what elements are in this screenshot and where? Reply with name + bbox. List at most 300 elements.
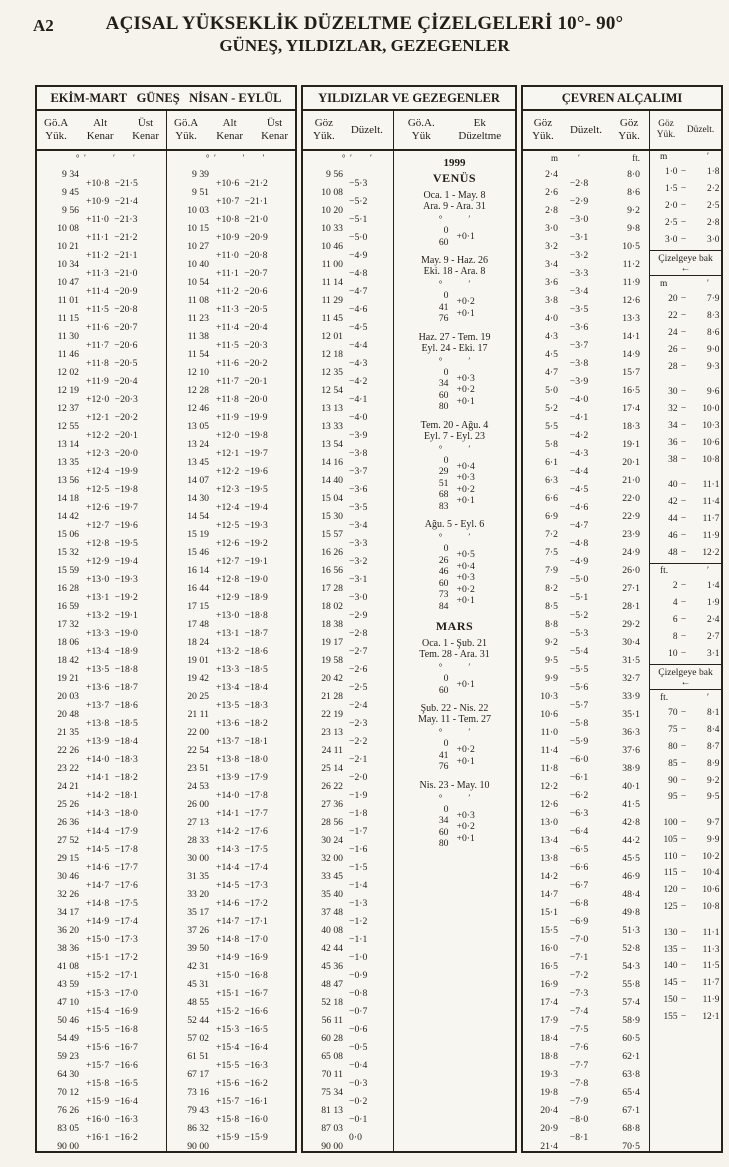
correction-value: +10·8 −21·0 — [216, 213, 268, 225]
altitude-limit: 80 — [438, 838, 449, 849]
col-label-lower-limb: Alt Kenar — [216, 117, 244, 142]
degree-minute-symbols: ° ′ — [341, 153, 352, 163]
table-row — [650, 511, 721, 528]
height-value: 20 — [668, 294, 678, 305]
dip-correction: −4·0 — [569, 393, 589, 405]
correction-value: −5·2 — [349, 195, 368, 207]
dip-correction: 10·6 — [702, 885, 720, 896]
correction-value: −3·2 — [349, 555, 368, 567]
altitude-value: 11 46 — [57, 348, 79, 360]
minus-sign: − — [680, 581, 687, 592]
dip-panel-header — [523, 87, 721, 111]
dip-correction: −5·1 — [569, 591, 589, 603]
date-range: Ağu. 5 - Eyl. 6 — [424, 519, 485, 530]
height-value: 6 — [672, 614, 678, 625]
height-feet: 42·8 — [622, 816, 640, 828]
dip-correction: −2·9 — [569, 195, 589, 207]
venus-title: VENÜS — [432, 171, 477, 185]
minute-symbol: ′ — [706, 278, 709, 289]
stars-subheader-right — [393, 111, 515, 149]
height-meters: 14·7 — [540, 888, 558, 900]
table-row — [397, 838, 512, 850]
correction-value: +11·5 −20·8 — [86, 303, 138, 315]
col-label-eye-height-m: Göz Yük. — [532, 117, 554, 142]
unit-symbols-row — [397, 532, 512, 543]
altitude-value: 59 23 — [57, 1050, 79, 1062]
altitude-value: 18 38 — [321, 618, 343, 630]
altitude-limit: 41 — [438, 301, 449, 313]
extra-correction-value — [457, 844, 487, 856]
altitude-value: 15 30 — [321, 510, 343, 522]
height-meters: 10·3 — [540, 690, 558, 702]
altitude-value: 10 33 — [321, 222, 343, 234]
unit-symbols-row — [173, 151, 291, 165]
altitude-value: 61 51 — [187, 1050, 209, 1062]
height-feet: 20·1 — [622, 456, 640, 468]
correction-value: +15·5 −16·3 — [216, 1059, 268, 1071]
correction-value: +14·6 −17·7 — [86, 861, 138, 873]
height-value: 110 — [663, 851, 678, 862]
height-meters: 18·4 — [540, 1032, 558, 1044]
dip-correction: −3·0 — [569, 213, 589, 225]
table-row — [650, 832, 721, 849]
height-meters: 2·4 — [545, 168, 558, 180]
correction-value: +10·6 −21·2 — [216, 177, 268, 189]
correction-value: +14·4 −17·9 — [86, 825, 138, 837]
altitude-value: 24 53 — [187, 780, 209, 792]
extra-correction-value: +0·3 — [456, 809, 475, 821]
altitude-value: 11 29 — [321, 294, 343, 306]
table-row — [650, 865, 721, 882]
height-meters: 6·6 — [545, 492, 558, 504]
extra-correction-value: +0·3 — [456, 472, 475, 483]
dip-correction: 10·4 — [702, 868, 720, 879]
group-gap — [650, 375, 721, 384]
date-range: Eki. 18 - Ara. 8 — [423, 266, 486, 277]
altitude-value: 19 58 — [321, 654, 343, 666]
altitude-value: 33 45 — [321, 870, 343, 882]
table-row — [650, 789, 721, 806]
correction-value: +11·7 −20·6 — [86, 339, 138, 351]
height-value: 115 — [663, 868, 678, 879]
altitude-value: 83 05 — [57, 1122, 79, 1134]
altitude-value: 16 56 — [321, 564, 343, 576]
height-meters: 7·2 — [545, 528, 558, 540]
height-value: 125 — [663, 902, 678, 913]
height-feet: 19·1 — [622, 438, 640, 450]
altitude-value: 31 35 — [187, 870, 209, 882]
height-value: 8 — [672, 631, 678, 642]
height-feet: 29·2 — [622, 618, 640, 630]
altitude-value: 45 31 — [187, 978, 209, 990]
altitude-limit: 60 — [438, 389, 449, 401]
altitude-value: 38 36 — [57, 942, 79, 954]
sun-panel-header — [37, 87, 295, 111]
height-meters: 4·0 — [545, 312, 558, 324]
see-table-note: Çizelgeye bak ← — [650, 664, 721, 690]
correction-value: −1·2 — [349, 915, 368, 927]
dip-correction: −5·7 — [569, 699, 589, 711]
correction-value: +13·9 −18·4 — [86, 735, 138, 747]
correction-value: +15·9 −16·4 — [86, 1095, 138, 1107]
dip-correction: −4·4 — [569, 465, 589, 477]
correction-value: +15·6 −16·7 — [86, 1041, 138, 1053]
altitude-value: 12 10 — [187, 366, 209, 378]
altitude-value: 20 48 — [57, 708, 79, 720]
altitude-value: 42 44 — [321, 942, 343, 954]
unit-symbols-row — [43, 151, 162, 165]
dip-correction: 2·7 — [707, 631, 720, 642]
minus-sign: − — [680, 200, 687, 211]
feet-unit: ft. — [632, 153, 640, 163]
correction-value: +15·3 −16·5 — [216, 1023, 268, 1035]
unit-symbols-row — [650, 565, 721, 578]
altitude-value: 10 08 — [321, 186, 343, 198]
altitude-value: 18 24 — [187, 636, 209, 648]
dip-correction: −7·5 — [569, 1023, 589, 1035]
correction-value: −2·6 — [349, 663, 368, 675]
altitude-value: 19 17 — [321, 636, 343, 648]
correction-value: +15·1 −16·7 — [216, 987, 268, 999]
altitude-value: 21 28 — [321, 690, 343, 702]
correction-value: +11·1 −20·7 — [216, 267, 268, 279]
dip-correction: 3·0 — [707, 234, 720, 245]
height-feet: 40·1 — [622, 780, 640, 792]
height-meters: 6·1 — [545, 456, 558, 468]
height-meters: 13·4 — [540, 834, 558, 846]
altitude-value: 13 05 — [187, 420, 209, 432]
dip-correction: 11·9 — [702, 530, 720, 541]
altitude-value: 15 59 — [57, 564, 79, 576]
height-feet: 65·4 — [622, 1086, 640, 1098]
height-feet: 36·3 — [622, 726, 640, 738]
date-range: Haz. 27 - Tem. 19 — [418, 331, 491, 343]
altitude-value: 48 47 — [321, 978, 343, 990]
height-value: 44 — [668, 513, 678, 524]
unit-symbols-row — [309, 151, 390, 165]
dip-correction: −3·2 — [569, 249, 589, 261]
height-feet: 68·8 — [622, 1122, 640, 1134]
col-label-eye-height: Göz Yük. — [656, 119, 676, 140]
correction-value: −5·3 — [349, 177, 368, 189]
altitude-value: 60 28 — [321, 1032, 343, 1044]
altitude-value: 52 18 — [321, 996, 343, 1008]
altitude-value: 10 21 — [57, 240, 79, 252]
dip-section — [650, 563, 721, 662]
height-meters: 3·0 — [545, 222, 558, 234]
correction-value: −3·1 — [349, 573, 368, 585]
dip-correction: −7·7 — [569, 1059, 589, 1071]
correction-value: −2·0 — [349, 771, 368, 783]
table-row — [173, 165, 291, 189]
altitude-value: 12 46 — [187, 402, 209, 414]
stars-panel-header — [303, 87, 515, 111]
dip-correction: −7·0 — [569, 933, 589, 945]
altitude-limit: 60 — [438, 577, 449, 589]
height-feet: 54·3 — [622, 960, 640, 972]
stars-subheader-left — [303, 111, 393, 149]
sun-apr-sep-column — [166, 151, 295, 1151]
stars-planets-panel — [301, 85, 517, 1153]
table-row — [650, 181, 721, 198]
altitude-limit: 0 — [443, 738, 449, 749]
dip-correction: −7·3 — [569, 987, 589, 999]
correction-value: +12·7 −19·1 — [216, 555, 268, 567]
altitude-limit: 76 — [438, 761, 449, 772]
height-value: 42 — [668, 497, 678, 508]
height-meters: 7·5 — [545, 546, 558, 558]
height-feet: 32·7 — [622, 672, 640, 684]
height-feet: 41·5 — [622, 798, 640, 810]
dip-subheader-right — [649, 111, 721, 149]
height-meters: 16·5 — [540, 960, 558, 972]
height-feet: 21·0 — [622, 474, 640, 486]
height-feet: 9·8 — [627, 222, 640, 234]
height-value: 155 — [663, 1011, 678, 1022]
correction-value: +13·2 −19·1 — [86, 609, 138, 621]
minus-sign: − — [680, 437, 687, 448]
dip-correction: −5·6 — [569, 681, 589, 693]
height-value: 22 — [668, 311, 678, 322]
correction-value: +12·5 −19·8 — [86, 483, 138, 495]
altitude-value: 28 33 — [187, 834, 209, 846]
height-value: 150 — [663, 995, 678, 1006]
height-meters: 8·8 — [545, 618, 558, 630]
correction-value: −5·1 — [349, 213, 368, 225]
altitude-value: 13 24 — [187, 438, 209, 450]
correction-value: +14·3 −18·0 — [86, 807, 138, 819]
dip-extended-column — [649, 151, 721, 1151]
correction-value: +15·9 −15·9 — [216, 1131, 268, 1143]
correction-value: +11·1 −21·2 — [86, 231, 138, 243]
altitude-limit: 60 — [438, 236, 449, 248]
correction-value: −3·8 — [349, 447, 368, 459]
altitude-value: 18 42 — [57, 654, 79, 666]
dip-correction: −4·9 — [569, 555, 589, 567]
minute-symbol: ′ — [468, 443, 471, 454]
height-value: 34 — [668, 420, 678, 431]
altitude-value: 13 54 — [321, 438, 343, 450]
correction-value: +13·3 −19·0 — [86, 627, 138, 639]
table-row — [650, 882, 721, 899]
col-label-lower-limb: Alt Kenar — [86, 117, 114, 142]
table-row — [650, 578, 721, 595]
dip-correction: 2·2 — [707, 184, 720, 195]
dip-section — [650, 278, 721, 561]
dip-correction: 8·1 — [707, 708, 720, 719]
sun-subheader-right — [166, 111, 295, 149]
altitude-value: 21 35 — [57, 726, 79, 738]
extra-correction-value: +0·1 — [456, 832, 475, 844]
correction-value: +10·9 −21·4 — [86, 195, 138, 207]
altitude-value: 17 15 — [187, 600, 209, 612]
correction-value: +14·7 −17·1 — [216, 915, 268, 927]
sun-header-sun: GÜNEŞ — [136, 90, 180, 105]
altitude-value: 10 08 — [57, 222, 79, 234]
minute-symbol: ′ — [468, 727, 471, 737]
height-meters: 10·6 — [540, 708, 558, 720]
dip-correction: −4·5 — [569, 483, 589, 495]
stars-correction-column — [303, 151, 393, 1151]
altitude-value: 37 48 — [321, 906, 343, 918]
height-feet: 57·4 — [622, 996, 640, 1008]
date-range: Oca. 1 - Şub. 21 — [422, 638, 487, 649]
altitude-value: 19 01 — [187, 654, 209, 666]
altitude-value: 30 24 — [321, 834, 343, 846]
altitude-value: 42 31 — [187, 960, 209, 972]
altitude-value: 11 14 — [321, 276, 343, 288]
height-meters: 9·5 — [545, 654, 558, 666]
correction-value: +12·4 −19·9 — [86, 465, 138, 477]
minus-sign: − — [680, 294, 687, 305]
correction-value: +13·0 −19·3 — [86, 573, 138, 585]
correction-value: +11·0 −21·3 — [86, 213, 138, 225]
dip-correction: −7·2 — [569, 969, 589, 981]
altitude-value: 16 59 — [57, 600, 79, 612]
extra-correction-value: +0·1 — [456, 307, 475, 319]
height-meters: 6·9 — [545, 510, 558, 522]
correction-value: −0·5 — [349, 1041, 368, 1053]
dip-correction: −6·6 — [569, 861, 589, 873]
stars-header-label: YILDIZLAR VE GEZEGENLER — [318, 90, 500, 105]
extra-correction-value: +0·2 — [456, 384, 475, 395]
height-feet: 18·3 — [622, 420, 640, 432]
height-meters: 9·9 — [545, 672, 558, 684]
correction-value: +15·0 −17·3 — [86, 933, 138, 945]
correction-value: +14·8 −17·5 — [86, 897, 138, 909]
height-feet: 22·0 — [622, 492, 640, 504]
dip-correction: −4·2 — [569, 429, 589, 441]
altitude-value: 15 46 — [187, 546, 209, 558]
dip-correction: −6·7 — [569, 879, 589, 891]
altitude-limit: 0 — [443, 673, 449, 684]
height-value: 38 — [668, 454, 678, 465]
altitude-value: 90 00 — [57, 1140, 79, 1152]
unit-symbols-row — [650, 692, 721, 705]
correction-value: −4·8 — [349, 267, 368, 279]
altitude-limit: 0 — [443, 290, 449, 301]
altitude-limit: 60 — [438, 684, 449, 696]
height-meters: 18·8 — [540, 1050, 558, 1062]
extra-correction-value: +0·2 — [456, 744, 475, 755]
dip-correction: −5·0 — [569, 573, 589, 585]
correction-value: −2·7 — [349, 645, 368, 657]
altitude-value: 65 08 — [321, 1050, 343, 1062]
height-value: 2·5 — [665, 217, 678, 228]
height-meters: 2·8 — [545, 204, 558, 216]
correction-value: +16·0 −16·3 — [86, 1113, 138, 1125]
extra-correction-value: +0·1 — [456, 595, 475, 606]
height-meters: 5·8 — [545, 438, 558, 450]
page-title — [0, 13, 729, 56]
altitude-value: 22 54 — [187, 744, 209, 756]
altitude-value: 17 28 — [321, 582, 343, 594]
dip-correction: −3·5 — [569, 303, 589, 315]
altitude-limit: 84 — [438, 600, 449, 612]
col-label-altitude: Gö.A Yük. — [44, 117, 69, 142]
altitude-value: 39 50 — [187, 942, 209, 954]
extra-correction-value: +0·1 — [456, 495, 475, 506]
correction-value: +13·0 −18·8 — [216, 609, 268, 621]
minus-sign: − — [680, 598, 687, 609]
table-row — [650, 772, 721, 789]
height-value: 75 — [668, 725, 678, 736]
planet-correction-section — [397, 703, 512, 773]
altitude-value: 11 54 — [187, 348, 209, 360]
correction-value: +14·4 −17·4 — [216, 861, 268, 873]
correction-value: +11·9 −20·4 — [86, 375, 138, 387]
height-value: 30 — [668, 387, 678, 398]
altitude-limit: 60 — [438, 826, 449, 838]
altitude-value: 32 26 — [57, 888, 79, 900]
minus-sign: − — [680, 927, 687, 938]
col-label-upper-limb: Üst Kenar — [261, 117, 288, 142]
dip-correction: 9·2 — [707, 775, 720, 786]
correction-value: +14·5 −17·8 — [86, 843, 138, 855]
dip-correction: 10·8 — [702, 454, 720, 465]
correction-value: −1·5 — [349, 861, 368, 873]
table-row — [650, 941, 721, 958]
sun-oct-mar-column — [37, 151, 166, 1151]
height-meters: 5·2 — [545, 402, 558, 414]
altitude-value: 14 18 — [57, 492, 79, 504]
height-feet: 28·1 — [622, 600, 640, 612]
height-feet: 44·2 — [622, 834, 640, 846]
minus-sign: − — [680, 234, 687, 245]
altitude-value: 13 14 — [57, 438, 79, 450]
correction-value: +11·3 −21·0 — [86, 267, 138, 279]
altitude-value: 20 03 — [57, 690, 79, 702]
correction-value: −1·0 — [349, 951, 368, 963]
minus-sign: − — [680, 631, 687, 642]
correction-value: +12·9 −19·4 — [86, 555, 138, 567]
table-row — [650, 198, 721, 215]
height-meters: 11·4 — [540, 744, 558, 756]
correction-value: −4·1 — [349, 393, 368, 405]
correction-value: +15·5 −16·8 — [86, 1023, 138, 1035]
height-feet: 67·1 — [622, 1104, 640, 1116]
height-feet: 30·4 — [622, 636, 640, 648]
minute-symbol: ′ — [706, 565, 709, 576]
height-value: 32 — [668, 404, 678, 415]
table-row — [650, 755, 721, 772]
minus-sign: − — [680, 387, 687, 398]
correction-value: +13·2 −18·6 — [216, 645, 268, 657]
minute-symbols: ′ ′ — [242, 153, 265, 163]
table-row — [650, 815, 721, 832]
altitude-value: 10 03 — [187, 204, 209, 216]
height-meters: 12·2 — [540, 780, 558, 792]
height-feet: 14·9 — [622, 348, 640, 360]
minute-symbol: ′ — [468, 532, 471, 542]
table-row — [650, 527, 721, 544]
correction-value: +15·4 −16·4 — [216, 1041, 268, 1053]
height-meters: 15·5 — [540, 924, 558, 936]
correction-value: +13·5 −18·3 — [216, 699, 268, 711]
height-meters: 15·1 — [540, 906, 558, 918]
date-range: Şub. 22 - Nis. 22 — [420, 703, 489, 714]
minus-sign: − — [680, 868, 687, 879]
altitude-value: 15 32 — [57, 546, 79, 558]
altitude-limit: 0 — [443, 454, 449, 466]
degree-symbol: ° — [438, 727, 443, 737]
minute-symbol: ′ — [468, 792, 471, 803]
altitude-value: 11 38 — [187, 330, 209, 342]
height-meters: 8·5 — [545, 600, 558, 612]
correction-value: −1·7 — [349, 825, 368, 837]
correction-value: +12·4 −19·4 — [216, 501, 268, 513]
correction-value: +15·7 −16·6 — [86, 1059, 138, 1071]
